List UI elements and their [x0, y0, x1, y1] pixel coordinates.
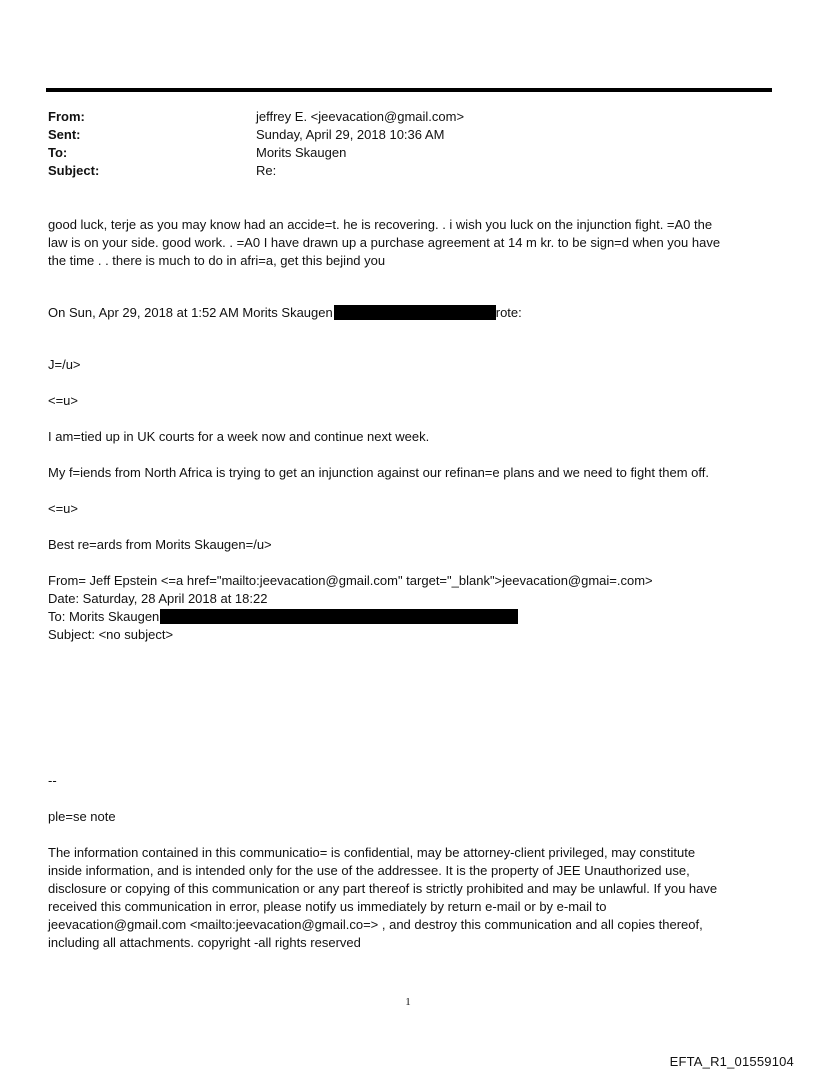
bates-number: EFTA_R1_01559104 [669, 1054, 794, 1069]
disclaimer-line-6: including all attachments. copyright -all rights reserved [48, 935, 361, 950]
disclaimer-line-3: disclosure or copying of this communication or any part thereof is strictly prohibited and may be unlawful. If you have [48, 881, 718, 896]
header-rule [46, 88, 772, 92]
forward-date: Date: Saturday, 28 April 2018 at 18:22 [48, 591, 268, 606]
forward-subject: Subject: <no subject> [48, 627, 174, 642]
header-to-row [48, 144, 748, 162]
from-value: jeffrey E. <jeevacation@gmail.com> [256, 109, 465, 124]
header-subject-row [48, 162, 748, 180]
reply-line-1: good luck, terje as you may know had an accide=t. he is recovering. . i wish you luck on the injunction fight. =A0 the [48, 217, 713, 232]
forward-to-text: To: Morits Skaugen [48, 609, 160, 624]
page-number: 1 [405, 996, 411, 1008]
redaction-box [334, 305, 496, 320]
disclaimer-line-4: received this communication in error, please notify us immediately by return e-mail or by e-mail to [48, 899, 607, 914]
quoted-line-2: <=u> [48, 393, 79, 408]
forward-from: From= Jeff Epstein <=a href="mailto:jeevacation@gmail.com" target="_blank">jeevacation@gmai=.com> [48, 573, 653, 588]
quoted-line-4: My f=iends from North Africa is trying to get an injunction against our refinan=e plans and we need to fight them off. [48, 465, 709, 480]
disclaimer-line-1: The information contained in this communicatio= is confidential, may be attorney-client privileged, may constitute [48, 845, 696, 860]
signature-note: ple=se note [48, 809, 116, 824]
quoted-line-6: Best re=ards from Morits Skaugen=/u> [48, 537, 272, 552]
sent-value: Sunday, April 29, 2018 10:36 AM [256, 127, 445, 142]
disclaimer-line-5: jeevacation@gmail.com <mailto:jeevacation@gmail.co=> , and destroy this communication and all copies thereof, [48, 917, 703, 932]
redaction-box [160, 609, 518, 624]
quoted-line-5: <=u> [48, 501, 79, 516]
sent-label: Sent: [48, 127, 81, 142]
header-sent-row [48, 126, 748, 144]
reply-line-2: law is on your side. good work. . =A0 I have drawn up a purchase agreement at 14 m kr. to be sign=d when you have [48, 235, 721, 250]
subject-label: Subject: [48, 163, 100, 178]
quote-header [48, 304, 772, 322]
disclaimer-line-2: inside information, and is intended only for the use of the addressee. It is the property of JEE Unauthorized use, [48, 863, 690, 878]
forward-to [48, 608, 772, 626]
email-body [48, 216, 772, 952]
to-label: To: [48, 145, 68, 160]
signature-dash: -- [48, 773, 57, 788]
email-header [48, 108, 748, 180]
quoted-line-3: I am=tied up in UK courts for a week now and continue next week. [48, 429, 430, 444]
quote-header-start: On Sun, Apr 29, 2018 at 1:52 AM Morits Skaugen [48, 305, 333, 320]
subject-value: Re: [256, 163, 277, 178]
quoted-line-1: J=/u> [48, 357, 81, 372]
to-value: Morits Skaugen [256, 145, 347, 160]
quote-header-end: rote: [495, 305, 522, 320]
reply-line-3: the time . . there is much to do in afri=a, get this bejind you [48, 253, 386, 268]
header-from-row [48, 108, 748, 126]
from-label: From: [48, 109, 85, 124]
